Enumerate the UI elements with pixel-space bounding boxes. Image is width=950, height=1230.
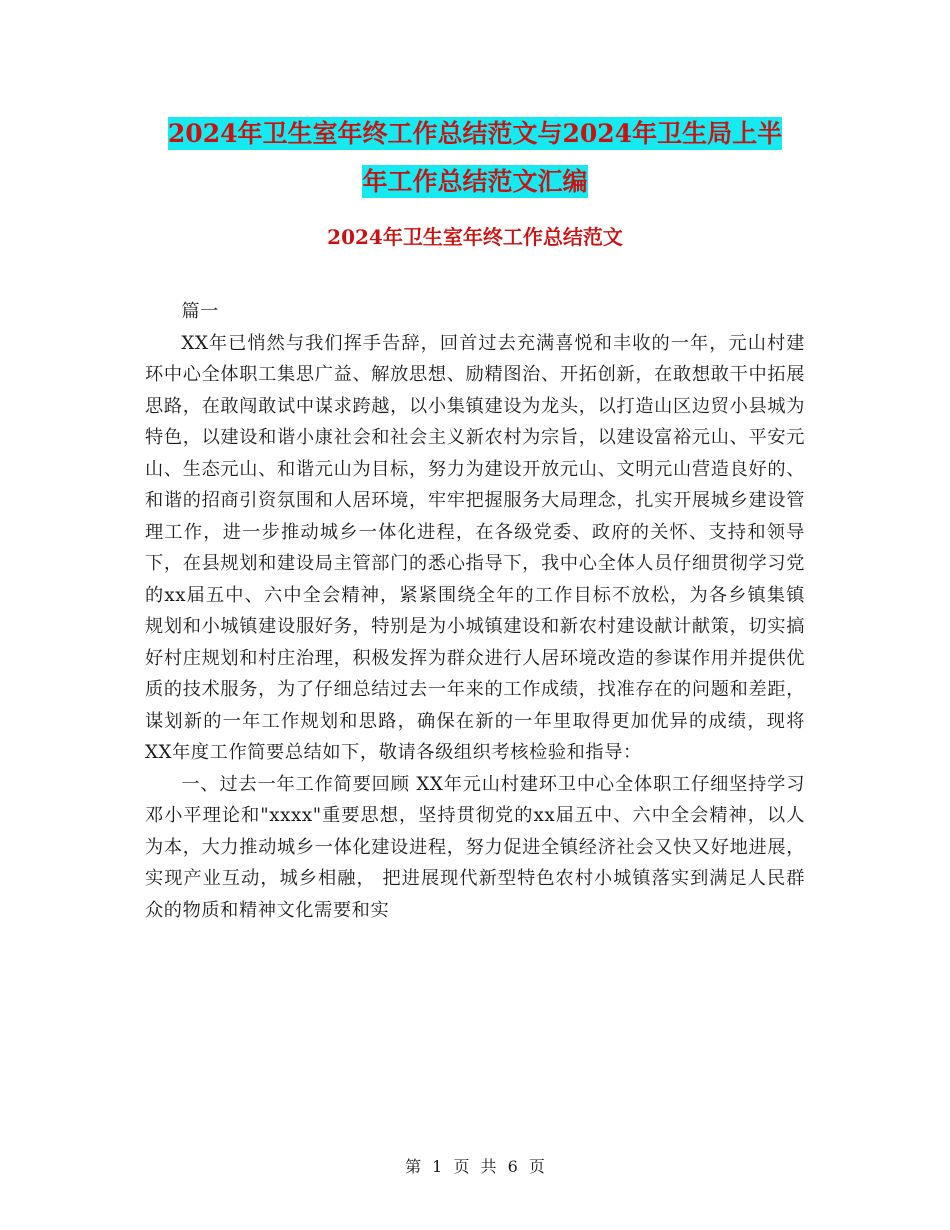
- document-title-line-1: 2024年卫生室年终工作总结范文与2024年卫生局上半: [167, 119, 783, 148]
- section-title: 2024年卫生室年终工作总结范文: [327, 225, 623, 249]
- document-title: [0, 110, 950, 206]
- chapter-label: 篇一: [181, 301, 219, 322]
- document-title-line-2: 年工作总结范文汇编: [362, 167, 588, 196]
- page-footer: 第 1 页 共 6 页: [405, 1157, 545, 1176]
- body-paragraph-2: 一、过去一年工作简要回顾 XX年元山村建环卫中心全体职工仔细坚持学习邓小平理论和"xxxx"重要思想，坚持贯彻党的xx届五中、六中全会精神，以人为本，大力推动城乡一体化建设进程，努力促进全镇经济社会又快又好地进展，实现产业互动，城乡相融， 把进展现代新型特色农村小城镇落实到满足人民群众的物质和精神文化需要和实: [145, 773, 805, 921]
- document-body: [145, 296, 805, 926]
- body-paragraph-1: XX年已悄然与我们挥手告辞，回首过去充满喜悦和丰收的一年，元山村建环中心全体职工集思广益、解放思想、励精图治、开拓创新，在敢想敢干中拓展思路，在敢闯敢试中谋求跨越，以小集镇建设为龙头，以打造山区边贸小县城为特色，以建设和谐小康社会和社会主义新农村为宗旨，以建设富裕元山、平安元山、生态元山、和谐元山为目标，努力为建设开放元山、文明元山营造良好的、和谐的招商引资氛围和人居环境，牢牢把握服务大局理念，扎实开展城乡建设管理工作，进一步推动城乡一体化进程，在各级党委、政府的关怀、支持和领导下，在县规划和建设局主管部门的悉心指导下，我中心全体人员仔细贯彻学习党的xx届五中、六中全会精神，紧紧围绕全年的工作目标不放松，为各乡镇集镇规划和小城镇建设服好务，特别是为小城镇建设和新农村建设献计献策，切实搞好村庄规划和村庄治理，积极发挥为群众进行人居环境改造的参谋作用并提供优质的技术服务，为了仔细总结过去一年来的工作成绩，找准存在的问题和差距，谋划新的一年工作规划和思路，确保在新的一年里取得更加优异的成绩，现将XX年度工作简要总结如下，敬请各级组织考核检验和指导：: [145, 332, 805, 763]
